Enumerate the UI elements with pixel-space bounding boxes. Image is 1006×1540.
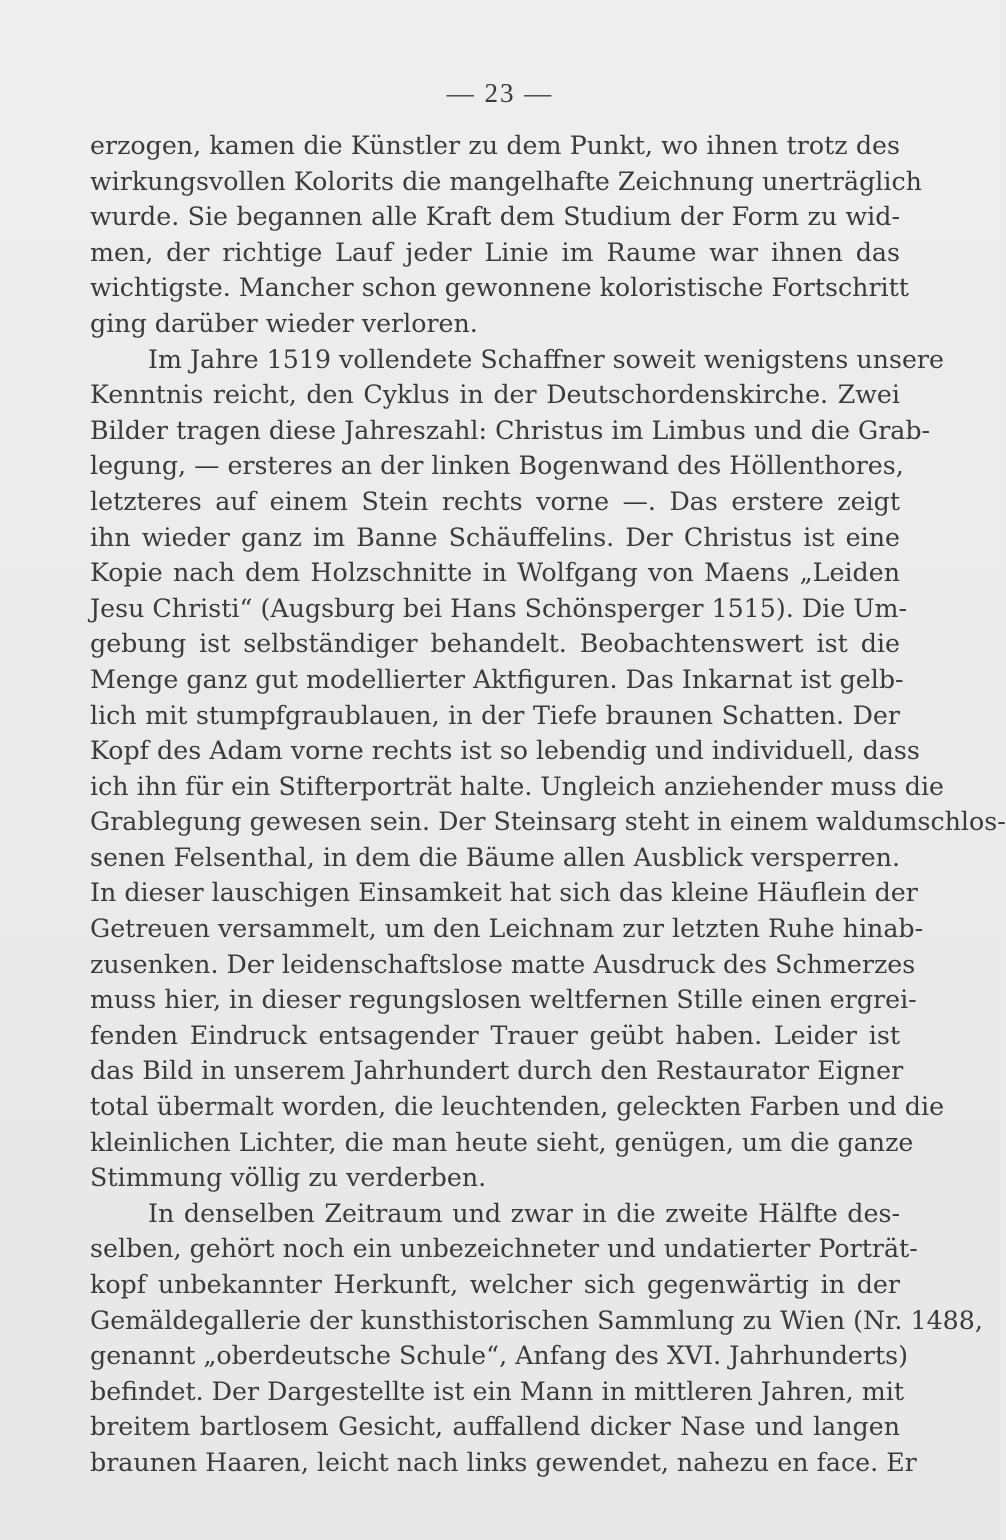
text-line: men, der richtige Lauf jeder Linie im Raume war ihnen das [90, 237, 900, 267]
text-line: Menge ganz gut modellierter Aktfiguren. Das Inkarnat ist gelb- [90, 664, 904, 694]
text-line: In dieser lauschigen Einsamkeit hat sich das kleine Häuflein der [90, 878, 918, 908]
text-line: Gemäldegallerie der kunsthistorischen Sammlung zu Wien (Nr. 1488, [90, 1305, 983, 1335]
text-line: wurde. Sie begannen alle Kraft dem Studium der Form zu wid- [90, 202, 900, 232]
text-line: Stimmung völlig zu verderben. [90, 1163, 487, 1193]
text-line: gebung ist selbständiger behandelt. Beobachtenswert ist die [90, 629, 900, 659]
text-line: legung, — ersteres an der linken Bogenwand des Höllenthores, [90, 451, 904, 481]
text-line: kleinlichen Lichter, die man heute sieht, genügen, um die ganze [90, 1127, 914, 1157]
text-line: senen Felsenthal, in dem die Bäume allen Ausblick versperren. [90, 842, 900, 872]
text-line: befindet. Der Dargestellte ist ein Mann in mittleren Jahren, mit [90, 1376, 904, 1406]
text-line: ging darüber wieder verloren. [90, 308, 478, 338]
paragraph-first-line: Im Jahre 1519 vollendete Schaffner soweit wenigstens unsere [148, 344, 944, 374]
text-line: kopf unbekannter Herkunft, welcher sich gegenwärtig in der [90, 1270, 900, 1299]
text-line: genannt „oberdeutsche Schule“, Anfang des XVI. Jahrhunderts) [90, 1341, 908, 1371]
text-line: das Bild in unserem Jahrhundert durch den Restaurator Eigner [90, 1056, 904, 1086]
page-number: — 23 — [446, 78, 554, 108]
text-line: zusenken. Der leidenschaftslose matte Ausdruck des Schmerzes [90, 949, 916, 979]
text-line: Kenntnis reicht, den Cyklus in der Deutschordenskirche. Zwei [90, 380, 900, 410]
text-line: ich ihn für ein Stifterporträt halte. Ungleich anziehender muss die [90, 771, 945, 801]
text-line: braunen Haaren, leicht nach links gewendet, nahezu en face. Er [90, 1447, 917, 1477]
paragraph-first-line: In denselben Zeitraum und zwar in die zweite Hälfte des- [148, 1198, 900, 1228]
text-line: fenden Eindruck entsagender Trauer geübt haben. Leider ist [90, 1020, 900, 1050]
text-line: Getreuen versammelt, um den Leichnam zur letzten Ruhe hinab- [90, 914, 924, 944]
text-line: Jesu Christi“ (Augsburg bei Hans Schönsperger 1515). Die Um- [90, 593, 908, 623]
text-line: wirkungsvollen Kolorits die mangelhafte Zeichnung unerträglich [90, 166, 922, 196]
text-line: lich mit stumpfgraublauen, in der Tiefe braunen Schatten. Der [90, 700, 900, 730]
text-line: Kopf des Adam vorne rechts ist so lebendig und individuell, dass [90, 736, 920, 766]
text-line: breitem bartlosem Gesicht, auffallend dicker Nase und langen [90, 1412, 900, 1442]
text-line: Kopie nach dem Holzschnitte in Wolfgang von Maens „Leiden [90, 558, 900, 588]
text-line: erzogen, kamen die Künstler zu dem Punkt, wo ihnen trotz des [90, 131, 900, 160]
text-line: wichtigste. Mancher schon gewonnene koloristische Fortschritt [90, 273, 909, 303]
text-line: muss hier, in dieser regungslosen weltfernen Stille einen ergrei- [90, 985, 917, 1015]
text-line: selben, gehört noch ein unbezeichneter und undatierter Porträt- [90, 1234, 918, 1264]
body-text [90, 128, 1006, 1481]
text-line: letzteres auf einem Stein rechts vorne —. Das erstere zeigt [90, 486, 900, 516]
text-line: Grablegung gewesen sein. Der Steinsarg steht in einem waldumschlos- [90, 807, 1006, 837]
text-line: Bilder tragen diese Jahreszahl: Christus im Limbus und die Grab- [90, 415, 931, 445]
text-line: total übermalt worden, die leuchtenden, geleckten Farben und die [90, 1092, 945, 1122]
text-line: ihn wieder ganz im Banne Schäuffelins. Der Christus ist eine [90, 522, 900, 552]
